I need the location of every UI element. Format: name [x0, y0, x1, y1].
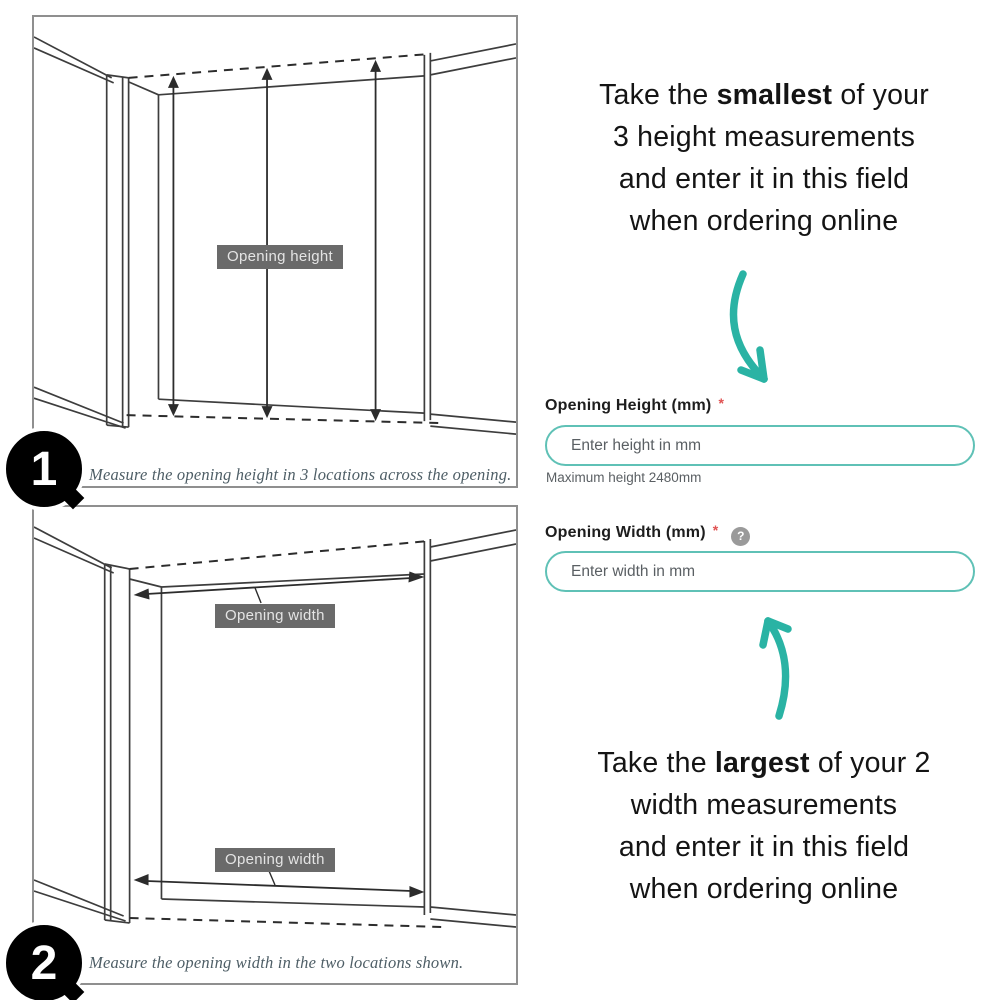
width-instruction-text: Take the largest of your 2 width measurements and enter it in this field when ordering online	[597, 747, 931, 905]
required-asterisk: *	[718, 395, 725, 411]
height-instruction-text: Take the smallest of your 3 height measurements and enter it in this field when ordering online	[599, 79, 929, 237]
height-diagram-caption: Measure the opening height in 3 locations across the opening.	[89, 465, 512, 484]
width-diagram-panel	[30, 505, 518, 990]
opening-width-label-bottom: Opening width	[215, 848, 335, 872]
opening-height-field-label	[545, 395, 724, 415]
width-diagram-caption: Measure the opening width in the two locations shown.	[89, 953, 464, 972]
curved-arrow-down-icon	[710, 258, 790, 390]
help-question-icon[interactable]: ?	[731, 527, 750, 546]
opening-width-input[interactable]	[545, 551, 975, 592]
height-diagram-panel	[30, 15, 518, 496]
max-height-helper-text: Maximum height 2480mm	[546, 470, 702, 485]
opening-height-label-text: Opening Height (mm)	[545, 397, 712, 414]
curved-arrow-up-icon	[740, 606, 804, 730]
height-measure-arrows	[168, 60, 381, 421]
opening-width-label-top: Opening width	[215, 604, 335, 628]
step-1-badge: 1	[2, 427, 86, 511]
room-outline	[34, 37, 516, 434]
width-diagram-drawing	[34, 507, 516, 983]
opening-width-field-label	[545, 522, 750, 546]
opening-height-input[interactable]	[545, 425, 975, 466]
step-2-badge: 2	[2, 921, 86, 1000]
opening-height-label: Opening height	[217, 245, 343, 269]
opening-width-label-text: Opening Width (mm)	[545, 524, 706, 541]
required-asterisk: *	[712, 522, 719, 538]
